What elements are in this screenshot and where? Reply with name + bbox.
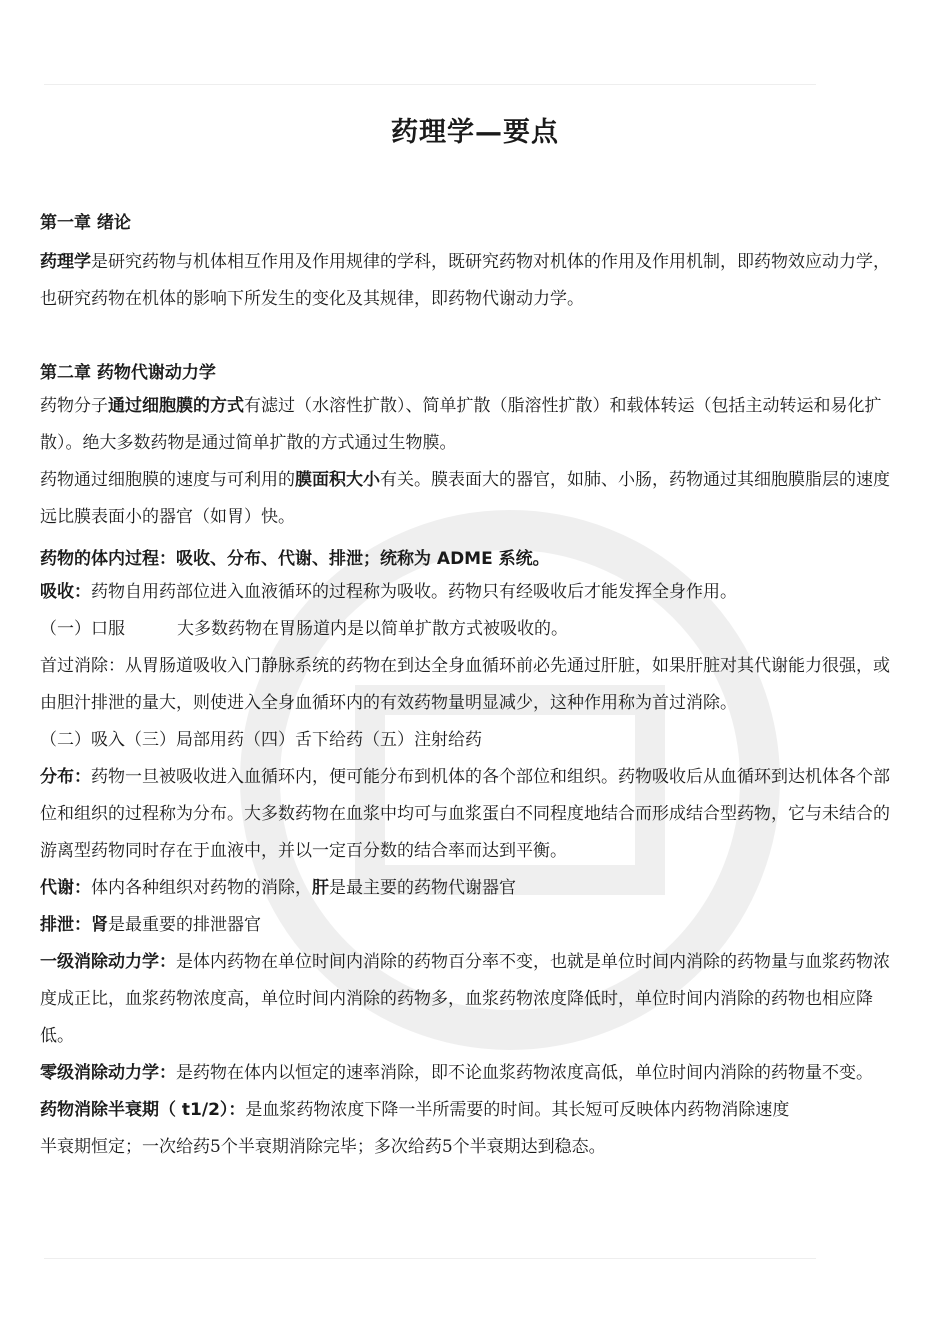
paragraph-half-life-rule: 半衰期恒定；一次给药5个半衰期消除完毕；多次给药5个半衰期达到稳态。: [40, 1137, 606, 1157]
paragraph-half-life: 药物消除半衰期（ t1/2）：是血浆药物浓度下降一半所需要的时间。其长短可反映体内药物消除速度: [40, 1100, 790, 1120]
paragraph-pharmacology-definition: 药理学是研究药物与机体相互作用及作用规律的学科，既研究药物对机体的作用及作用机制，即药物效应动力学，也研究药物在机体的影响下所发生的变化及其规律，即药物代谢动力学。: [40, 252, 890, 309]
paragraph-distribution: 分布：药物一旦被吸收进入血循环内，便可能分布到机体的各个部位和组织。药物吸收后从血循环到达机体各个部位和组织的过程称为分布。大多数药物在血浆中均可与血浆蛋白不同程度地结合而形成结合型药物，它与未结合的游离型药物同时存在于血液中，并以一定百分数的结合率而达到平衡。: [40, 767, 890, 861]
paragraph-metabolism: 代谢：体内各种组织对药物的消除，肝是最主要的药物代谢器官: [40, 878, 516, 898]
paragraph-routes: （二）吸入（三）局部用药（四）舌下给药（五）注射给药: [40, 730, 482, 750]
paragraph-membrane-area: 药物通过细胞膜的速度与可利用的膜面积大小有关。膜表面大的器官，如肺、小肠，药物通过其细胞膜脂层的速度远比膜表面小的器官（如胃）快。: [40, 470, 890, 527]
paragraph-excretion: 排泄：肾是最重要的排泄器官: [40, 915, 261, 935]
adme-heading: 药物的体内过程：吸收、分布、代谢、排泄；统称为 ADME 系统。: [40, 549, 550, 569]
paragraph-oral: （一）口服 大多数药物在胃肠道内是以简单扩散方式被吸收的。: [40, 619, 568, 639]
paragraph-zero-order: 零级消除动力学：是药物在体内以恒定的速率消除，即不论血浆药物浓度高低，单位时间内消除的药物量不变。: [40, 1063, 873, 1083]
page-title: 药理学—要点: [391, 117, 559, 148]
paragraph-membrane-transport: 药物分子通过细胞膜的方式有滤过（水溶性扩散）、简单扩散（脂溶性扩散）和载体转运（包括主动转运和易化扩散）。绝大多数药物是通过简单扩散的方式通过生物膜。: [40, 396, 882, 453]
chapter-2-heading: 第二章 药物代谢动力学: [40, 363, 216, 383]
paragraph-first-pass: 首过消除：从胃肠道吸收入门静脉系统的药物在到达全身血循环前必先通过肝脏，如果肝脏对其代谢能力很强，或由胆汁排泄的量大，则使进入全身血循环内的有效药物量明显减少，这种作用称为首过消除。: [40, 656, 890, 713]
top-divider: [44, 84, 816, 85]
bottom-divider: [44, 1258, 816, 1259]
paragraph-absorption: 吸收：药物自用药部位进入血液循环的过程称为吸收。药物只有经吸收后才能发挥全身作用。: [40, 582, 737, 602]
chapter-1-heading: 第一章 绪论: [40, 213, 131, 233]
document-body: [40, 208, 906, 1166]
term-pharmacology: 药理学: [40, 252, 91, 272]
paragraph-first-order: 一级消除动力学：是体内药物在单位时间内消除的药物百分率不变，也就是单位时间内消除的药物量与血浆药物浓度成正比，血浆药物浓度高，单位时间内消除的药物多，血浆药物浓度降低时，单位时间内消除的药物也相应降低。: [40, 952, 890, 1046]
